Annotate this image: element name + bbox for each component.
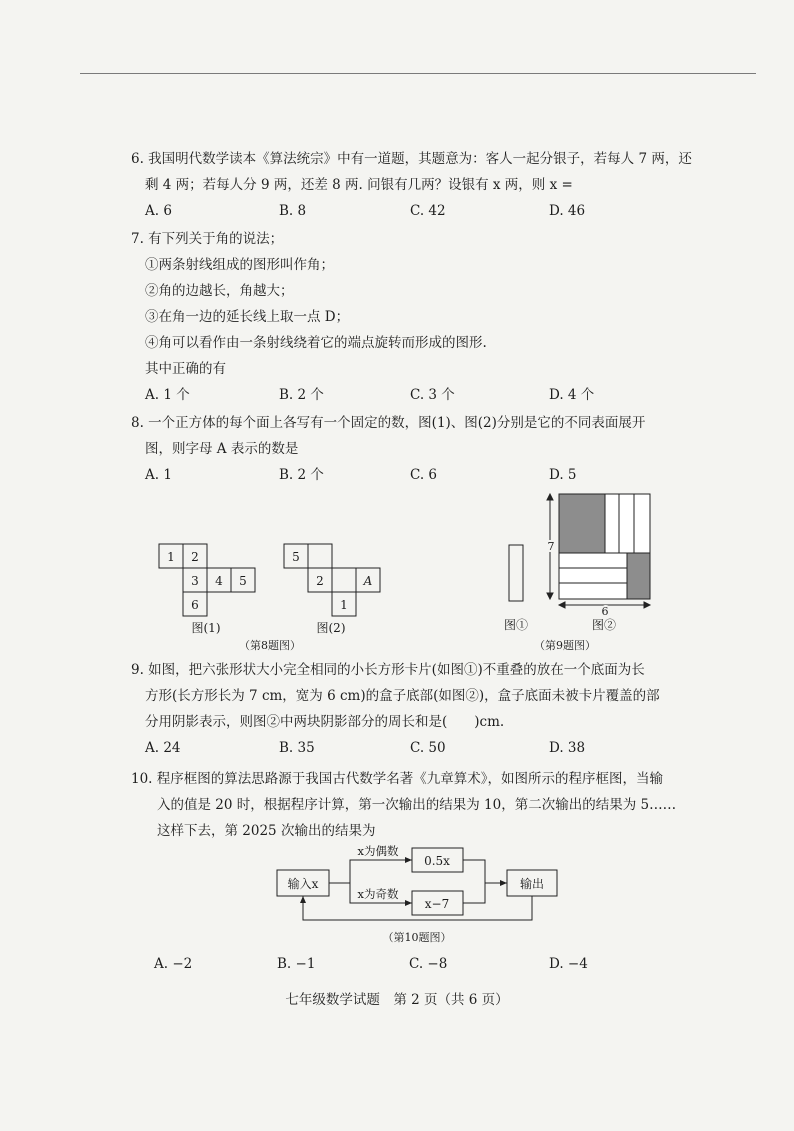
q8-option-c[interactable]: C. 6 xyxy=(410,467,438,483)
fig1-cell-3: 3 xyxy=(191,574,199,588)
q10-options-wrap xyxy=(131,951,691,977)
q10-options xyxy=(131,951,691,977)
q8-line1: 8. 一个正方体的每个面上各写有一个固定的数，图(1)、图(2)分别是它的不同表面展开 xyxy=(131,415,646,431)
q8-line2: 图，则字母 A 表示的数是 xyxy=(145,441,299,457)
flow-odd-op: x−7 xyxy=(424,897,450,911)
q9-option-d[interactable]: D. 38 xyxy=(549,740,586,756)
q9-dim-height: 7 xyxy=(547,540,555,553)
flow-odd-condition: x为奇数 xyxy=(357,887,399,901)
q9-options xyxy=(131,735,691,761)
q10-caption: （第10题图） xyxy=(382,931,452,944)
q9-caption: （第9题图） xyxy=(534,639,596,652)
q9-option-b[interactable]: B. 35 xyxy=(279,740,315,756)
q9-dim-width: 6 xyxy=(601,605,609,618)
q7-item-1: ①两条射线组成的图形叫作角； xyxy=(145,257,334,273)
question-6 xyxy=(131,146,691,224)
q7-stem: 7. 有下列关于角的说法； xyxy=(131,231,284,247)
flow-output-label: 输出 xyxy=(519,877,545,891)
q7-option-b[interactable]: B. 2 个 xyxy=(279,387,324,403)
flow-input-label: 输入x xyxy=(287,877,319,891)
fig1-cell-1: 1 xyxy=(167,550,175,564)
q6-line1: 6. 我国明代数学读本《算法统宗》中有一道题，其题意为：客人一起分银子，若每人 7 两，还 xyxy=(131,151,692,167)
figures-q8-q9 xyxy=(0,488,794,658)
question-9 xyxy=(131,657,691,761)
fig1-cell-6: 6 xyxy=(191,598,199,612)
q10-line1: 10. 程序框图的算法思路源于我国古代数学名著《九章算术》，如图所示的程序框图，当输 xyxy=(131,771,664,787)
fig2-cell-2: 2 xyxy=(316,574,324,588)
q6-option-c[interactable]: C. 42 xyxy=(410,203,446,219)
q9-box xyxy=(559,494,650,599)
q10-flowchart xyxy=(0,838,794,950)
q7-option-c[interactable]: C. 3 个 xyxy=(410,387,455,403)
q9-line1: 9. 如图，把六张形状大小完全相同的小长方形卡片(如图①)不重叠的放在一个底面为长 xyxy=(131,662,645,678)
q9-option-c[interactable]: C. 50 xyxy=(410,740,446,756)
q9-line2: 方形(长方形长为 7 cm，宽为 6 cm)的盒子底部(如图②)，盒子底面未被卡片覆盖的部 xyxy=(145,688,660,704)
q7-item-2: ②角的边越长，角越大； xyxy=(145,283,294,299)
fig1-cell-5: 5 xyxy=(239,574,247,588)
q8-fig1-label: 图(1) xyxy=(191,621,221,635)
q9-line3: 分用阴影表示，则图②中两块阴影部分的周长和是( )cm. xyxy=(145,714,505,730)
q10-line2: 入的值是 20 时，根据程序计算，第一次输出的结果为 10，第二次输出的结果为 5…… xyxy=(157,797,677,813)
q8-fig2-label: 图(2) xyxy=(316,621,346,635)
q6-options xyxy=(131,198,691,224)
page-footer: 七年级数学试题 第 2 页（共 6 页） xyxy=(285,992,509,1008)
q10-option-b[interactable]: B. −1 xyxy=(277,956,316,972)
q9-fig2-label: 图② xyxy=(591,618,617,632)
q10-option-c[interactable]: C. −8 xyxy=(409,956,448,972)
q7-item-4: ④角可以看作由一条射线绕着它的端点旋转而形成的图形. xyxy=(145,335,487,351)
fig1-cell-2: 2 xyxy=(191,550,199,564)
fig1-cell-4: 4 xyxy=(215,574,223,588)
question-8 xyxy=(131,410,691,488)
q8-option-d[interactable]: D. 5 xyxy=(549,467,577,483)
q8-options xyxy=(131,462,691,488)
fig2-cell-5: 5 xyxy=(292,550,300,564)
q6-option-d[interactable]: D. 46 xyxy=(549,203,586,219)
q7-item-3: ③在角一边的延长线上取一点 D； xyxy=(145,309,350,325)
q10-option-d[interactable]: D. −4 xyxy=(549,956,588,972)
flow-even-condition: x为偶数 xyxy=(357,844,399,858)
q6-option-b[interactable]: B. 8 xyxy=(279,203,307,219)
fig2-cell-a: A xyxy=(363,574,373,588)
question-10 xyxy=(131,766,691,844)
q8-option-b[interactable]: B. 2 个 xyxy=(279,467,324,483)
flow-even-op: 0.5x xyxy=(424,854,450,868)
q9-fig1-label: 图① xyxy=(503,618,529,632)
q10-line3: 这样下去，第 2025 次输出的结果为 xyxy=(157,823,376,839)
q6-option-a[interactable]: A. 6 xyxy=(145,203,172,219)
q6-line2: 剩 4 两；若每人分 9 两，还差 8 两. 问银有几两？设银有 x 两，则 x = xyxy=(145,177,573,193)
fig2-cell-1: 1 xyxy=(340,598,348,612)
q7-option-d[interactable]: D. 4 个 xyxy=(549,387,595,403)
q9-card xyxy=(509,545,523,601)
q8-caption: （第8题图） xyxy=(239,639,301,652)
q8-option-a[interactable]: A. 1 xyxy=(145,467,172,483)
q9-option-a[interactable]: A. 24 xyxy=(145,740,181,756)
q7-question: 其中正确的有 xyxy=(145,361,226,377)
q10-option-a[interactable]: A. −2 xyxy=(154,956,193,972)
q7-option-a[interactable]: A. 1 个 xyxy=(145,387,190,403)
header-rule xyxy=(80,73,756,74)
question-7 xyxy=(131,226,691,408)
q7-options xyxy=(131,382,691,408)
